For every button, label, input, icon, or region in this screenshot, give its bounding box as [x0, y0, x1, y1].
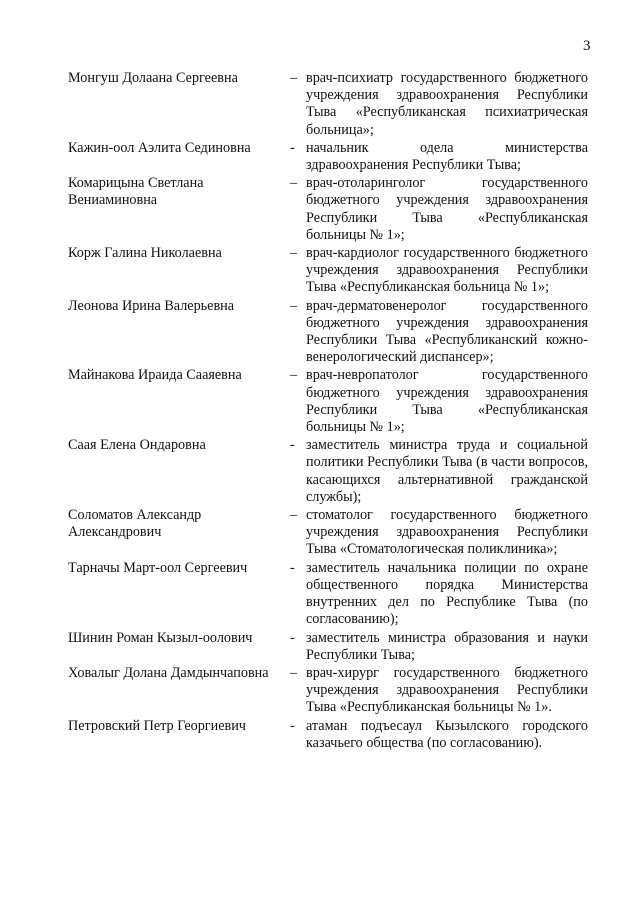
- member-name: Тарначы Март-оол Сергеевич: [68, 559, 248, 576]
- member-name: Ховалыг Долана Дамдынчаповна: [68, 664, 269, 681]
- members-list: [68, 70, 588, 753]
- member-name: Соломатов Александр Александрович: [68, 507, 202, 541]
- dash-separator: -: [290, 629, 295, 646]
- member-position: врач-кардиолог государственного бюджетного учреждения здравоохранения Республики Тыва «Республиканская больница № 1»;: [306, 245, 588, 296]
- member-name: Комарицына Светлана Вениаминовна: [68, 175, 204, 209]
- member-position: заместитель начальника полиции по охране общественного порядка Министерства внутренних дел по Республике Тыва (по согласованию);: [306, 559, 588, 628]
- member-position: атаман подъесаул Кызылского городского казачьего общества (по согласованию).: [306, 717, 588, 751]
- member-position: врач-отоларинголог государственного бюджетного учреждения здравоохранения Республики Тыва «Республиканская больницы № 1»;: [306, 175, 588, 243]
- dash-separator: -: [290, 717, 295, 734]
- dash-separator: -: [290, 139, 295, 156]
- member-name: Майнакова Ираида Сааяевна: [68, 367, 242, 384]
- dash-separator: –: [290, 367, 298, 384]
- member-position: стоматолог государственного бюджетного учреждения здравоохранения Республики Тыва «Стоматологическая поликлиника»;: [306, 507, 588, 558]
- page-number: 3: [583, 38, 591, 54]
- member-name: Шинин Роман Кызыл-оолович: [68, 629, 253, 646]
- member-name: Саая Елена Ондаровна: [68, 437, 206, 454]
- member-position: врач-невропатолог государственного бюджетного учреждения здравоохранения Республики Тыва «Республиканская больницы № 1»;: [306, 367, 588, 436]
- member-name: Кажин-оол Аэлита Сединовна: [68, 139, 251, 156]
- member-name: Леонова Ирина Валерьевна: [68, 297, 235, 314]
- list-item: [68, 298, 588, 367]
- member-name: Корж Галина Николаевна: [68, 245, 222, 262]
- member-position: врач-хирург государственного бюджетного учреждения здравоохранения Республики Тыва «Республиканская больницы № 1».: [306, 664, 588, 716]
- list-item: [68, 560, 588, 629]
- member-position: начальник одела министерства здравоохранения Республики Тыва;: [306, 139, 588, 174]
- dash-separator: –: [290, 297, 298, 314]
- member-name: Монгуш Долаана Сергеевна: [68, 70, 238, 86]
- list-item: [68, 507, 588, 559]
- member-position: врач-психиатр государственного бюджетного учреждения здравоохранения Республики Тыва «Республиканская психиатрическая больница»;: [306, 70, 588, 138]
- list-item: [68, 630, 588, 664]
- member-position: врач-дерматовенеролог государственного бюджетного учреждения здравоохранения Республики Тыва «Республиканский кожно-венерологический диспансер»;: [306, 297, 588, 366]
- list-item: [68, 140, 588, 174]
- list-item: [68, 665, 588, 717]
- dash-separator: –: [290, 70, 298, 86]
- dash-separator: -: [290, 559, 295, 576]
- dash-separator: –: [290, 664, 298, 681]
- member-position: заместитель министра труда и социальной политики Республики Тыва (в части вопросов, касающихся альтернативной гражданской службы);: [306, 437, 588, 505]
- member-name: Петровский Петр Георгиевич: [68, 717, 246, 734]
- dash-separator: –: [290, 175, 298, 192]
- list-item: [68, 718, 588, 752]
- dash-separator: –: [290, 245, 298, 262]
- list-item: [68, 175, 588, 244]
- list-item: [68, 245, 588, 297]
- list-item: [68, 367, 588, 436]
- dash-separator: -: [290, 437, 295, 454]
- member-position: заместитель министра образования и науки Республики Тыва;: [306, 629, 588, 663]
- list-item: [68, 437, 588, 506]
- list-item: [68, 70, 588, 139]
- dash-separator: –: [290, 507, 298, 524]
